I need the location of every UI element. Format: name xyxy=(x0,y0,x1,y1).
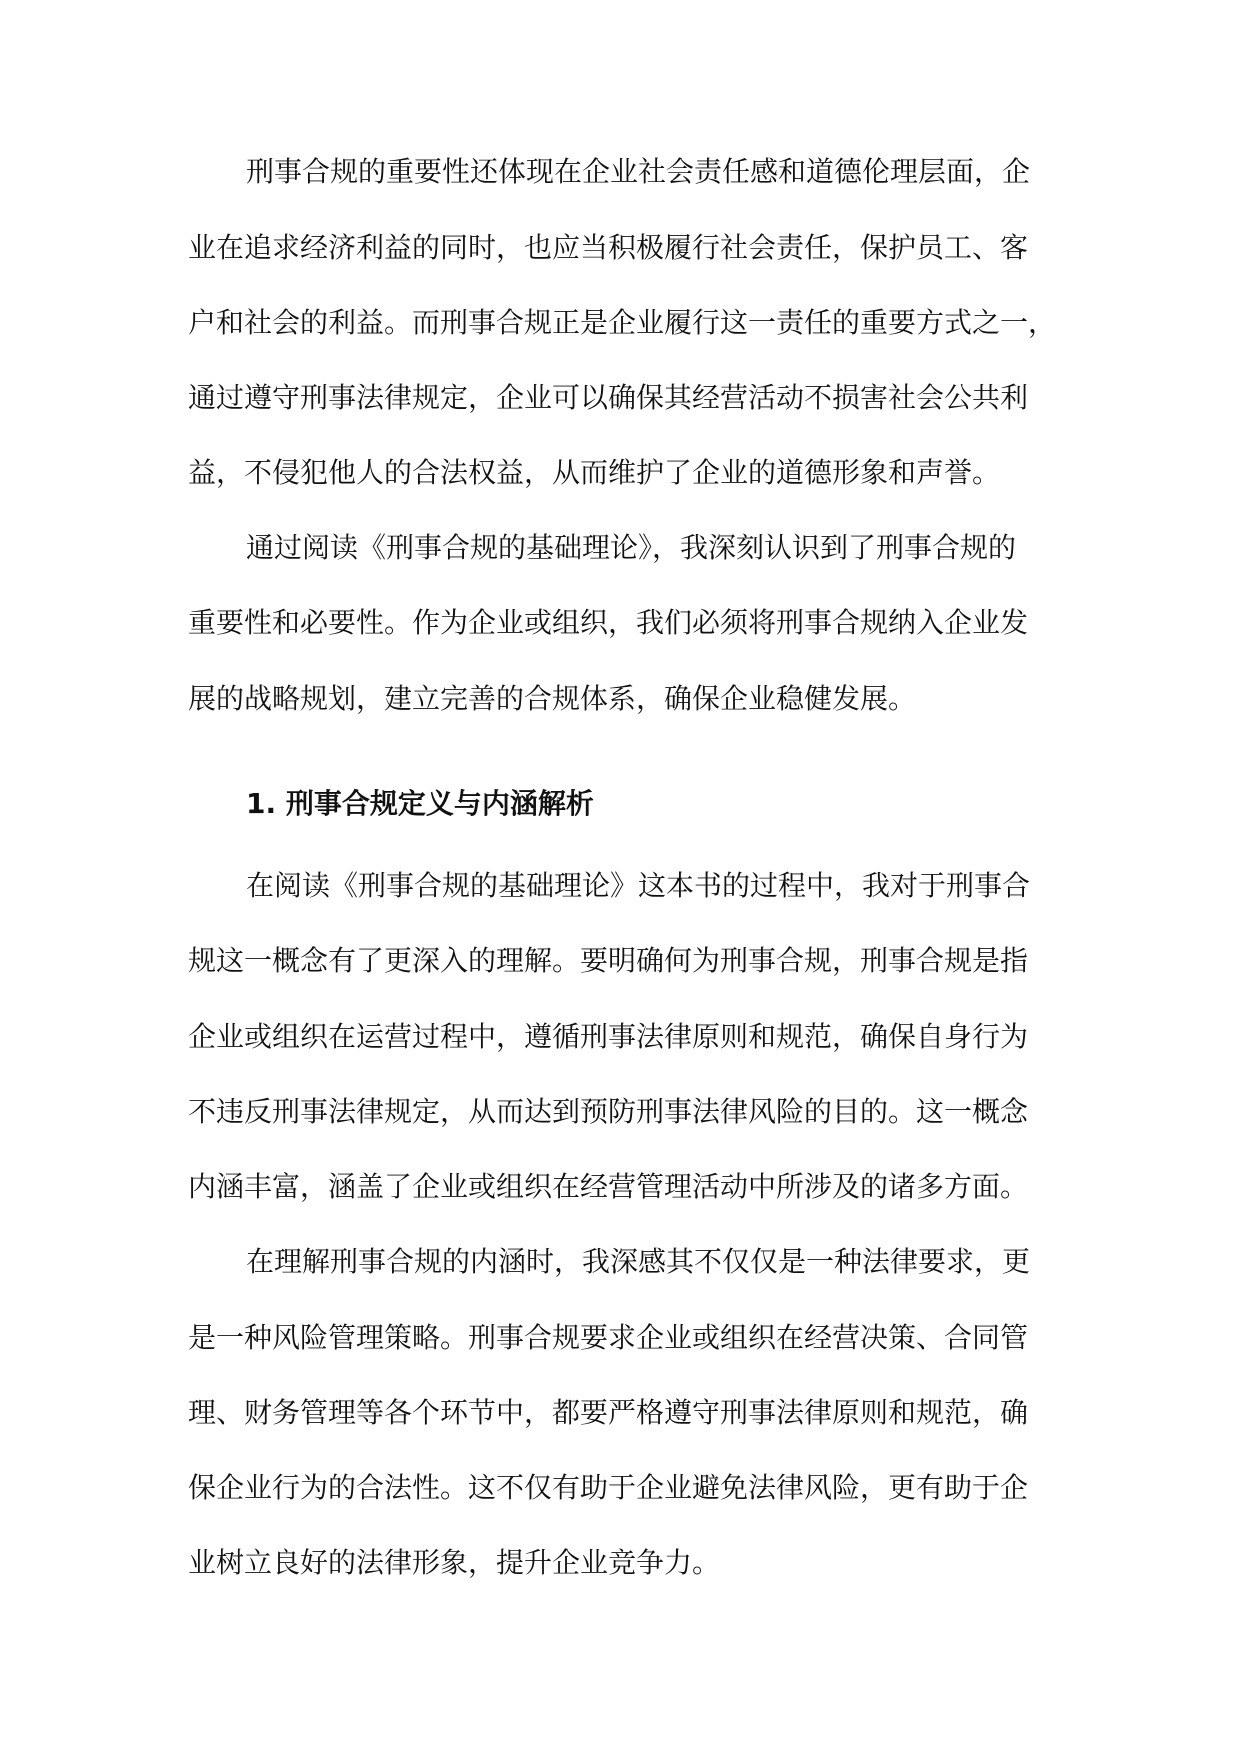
paragraph-line: 不违反刑事法律规定，从而达到预防刑事法律风险的目的。这一概念 xyxy=(188,1095,1029,1128)
paragraph-line: 业在追求经济利益的同时，也应当积极履行社会责任，保护员工、客 xyxy=(188,231,1029,264)
paragraph-line: 企业或组织在运营过程中，遵循刑事法律原则和规范，确保自身行为 xyxy=(188,1020,1029,1053)
paragraph-line: 在阅读《刑事合规的基础理论》这本书的过程中，我对于刑事合 xyxy=(246,869,1031,902)
paragraph-line: 刑事合规的重要性还体现在企业社会责任感和道德伦理层面，企 xyxy=(246,155,1031,188)
paragraph-line: 展的战略规划，建立完善的合规体系，确保企业稳健发展。 xyxy=(188,682,917,715)
paragraph-line: 通过遵守刑事法律规定，企业可以确保其经营活动不损害社会公共利 xyxy=(188,381,1029,414)
paragraph-line: 规这一概念有了更深入的理解。要明确何为刑事合规，刑事合规是指 xyxy=(188,944,1029,977)
section-heading: 1. 刑事合规定义与内涵解析 xyxy=(246,787,594,820)
paragraph-line: 是一种风险管理策略。刑事合规要求企业或组织在经营决策、合同管 xyxy=(188,1321,1029,1354)
paragraph-line: 业树立良好的法律形象，提升企业竞争力。 xyxy=(188,1546,721,1579)
paragraph-line: 重要性和必要性。作为企业或组织，我们必须将刑事合规纳入企业发 xyxy=(188,606,1029,639)
paragraph-line: 保企业行为的合法性。这不仅有助于企业避免法律风险，更有助于企 xyxy=(188,1471,1029,1504)
paragraph-line: 益，不侵犯他人的合法权益，从而维护了企业的道德形象和声誉。 xyxy=(188,456,1001,489)
paragraph-line: 户和社会的利益。而刑事合规正是企业履行这一责任的重要方式之一， xyxy=(188,306,1057,339)
paragraph-line: 理、财务管理等各个环节中，都要严格遵守刑事法律原则和规范，确 xyxy=(188,1396,1029,1429)
paragraph-line: 内涵丰富，涵盖了企业或组织在经营管理活动中所涉及的诸多方面。 xyxy=(188,1170,1029,1203)
paragraph-line: 在理解刑事合规的内涵时，我深感其不仅仅是一种法律要求，更 xyxy=(246,1245,1031,1278)
paragraph-line: 通过阅读《刑事合规的基础理论》，我深刻认识到了刑事合规的 xyxy=(246,531,1017,564)
